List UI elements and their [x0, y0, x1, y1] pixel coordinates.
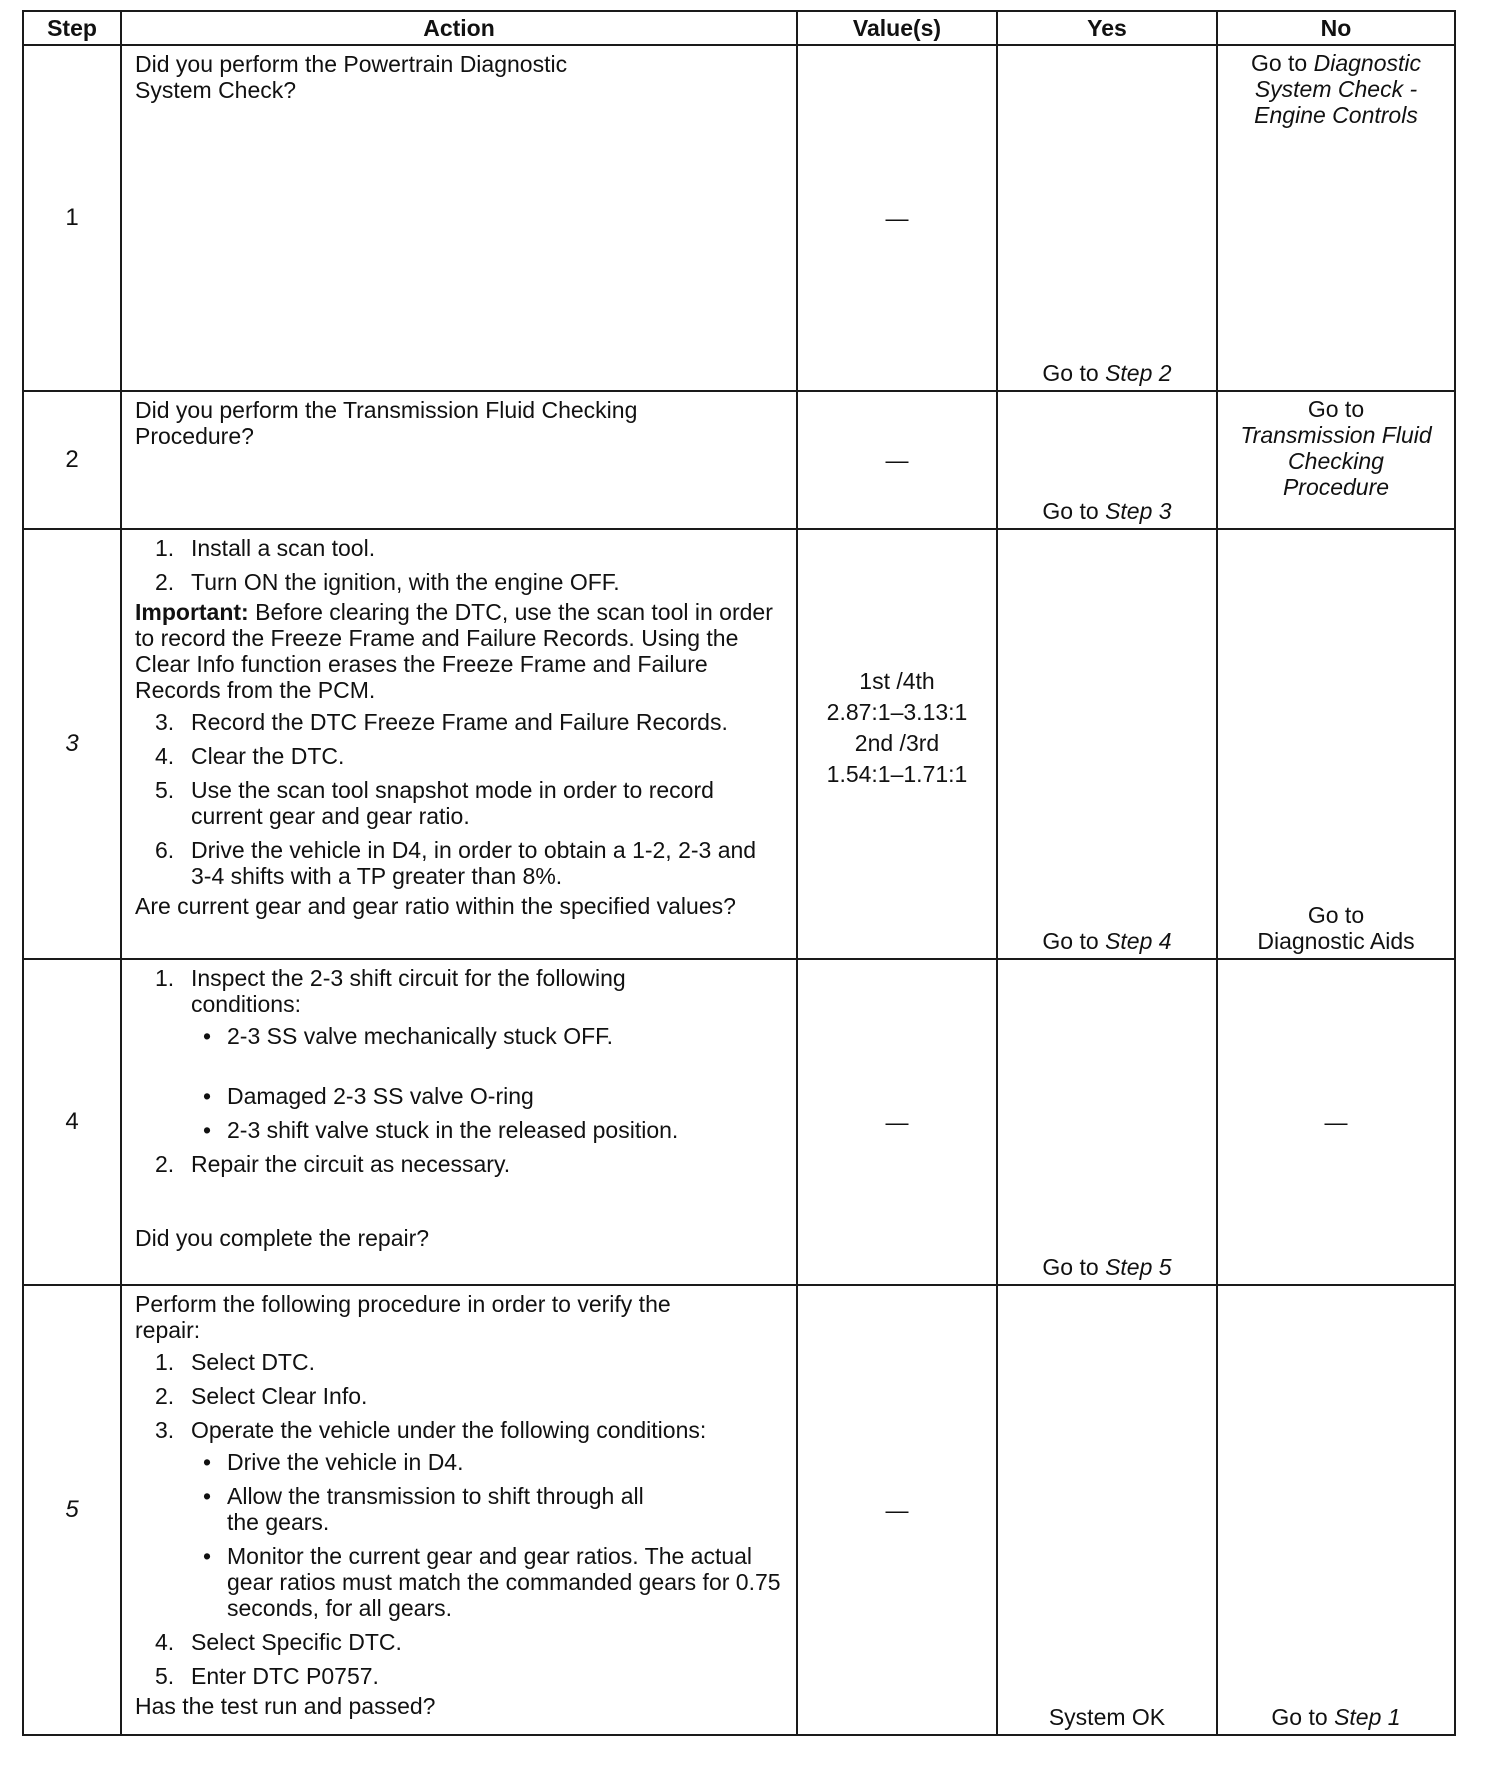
no-cell[interactable]: [1217, 45, 1455, 391]
header-row: [23, 11, 1455, 45]
bullet-item: • Damaged 2-3 SS valve O-ring: [191, 1083, 782, 1109]
yes-cell[interactable]: [997, 391, 1217, 530]
yes-prefix: Go to: [1042, 359, 1099, 386]
table-row: [23, 391, 1455, 530]
procedure-list: [135, 965, 782, 1177]
yes-cell: System OK: [997, 1285, 1217, 1735]
list-item: 3. Record the DTC Freeze Frame and Failure Records.: [155, 709, 728, 736]
no-prefix: Go to: [1271, 1704, 1328, 1730]
step-number: 4: [23, 959, 121, 1285]
step-number: 2: [23, 391, 121, 530]
bullet-item: • Drive the vehicle in D4.: [191, 1449, 782, 1475]
value-cell: —: [797, 959, 997, 1285]
no-prefix: Go to: [1250, 50, 1308, 76]
value-cell: [797, 529, 997, 959]
value-label: 1st /4th: [859, 668, 935, 695]
yes-link[interactable]: Step 4: [1105, 928, 1172, 955]
yes-link[interactable]: Step 5: [1105, 1253, 1172, 1280]
value-cell: —: [797, 45, 997, 391]
intro-text: Perform the following procedure in order to verify the repair:: [135, 1290, 671, 1343]
important-text: Before clearing the DTC, use the scan tool in order to record the Freeze Frame and Failure Records. Using the Clear Info function erases the Freeze Frame and Failure Records from the PCM.: [135, 599, 773, 704]
yes-prefix: Go to: [1042, 1253, 1099, 1280]
list-item: 4. Clear the DTC.: [155, 743, 345, 770]
list-item: 1. Install a scan tool.: [155, 535, 376, 562]
yes-cell[interactable]: [997, 959, 1217, 1285]
yes-prefix: Go to: [1042, 928, 1099, 955]
bullet-item: • Monitor the current gear and gear ratios. The actual gear ratios must match the commanded gears for 0.75 seconds, for all gears.: [191, 1543, 782, 1621]
list-item: 6. Drive the vehicle in D4, in order to obtain a 1-2, 2-3 and 3-4 shifts with a TP greater than 8%.: [155, 837, 757, 890]
important-label: Important:: [135, 599, 249, 626]
no-prefix: Go to: [1307, 902, 1365, 929]
value-range: 1.54:1–1.71:1: [826, 761, 968, 788]
condition-list: [191, 1023, 782, 1143]
list-item: 4. Select Specific DTC.: [155, 1628, 402, 1655]
no-cell[interactable]: [1217, 391, 1455, 530]
action-cell: [121, 45, 797, 391]
action-cell: [121, 529, 797, 959]
yes-link[interactable]: Step 3: [1105, 498, 1172, 525]
question-text: Did you perform the Powertrain Diagnostic System Check?: [135, 51, 568, 103]
table-row: [23, 1285, 1455, 1735]
procedure-list: [135, 1349, 782, 1689]
no-prefix: Go to: [1307, 395, 1365, 422]
no-link[interactable]: Diagnostic Aids: [1257, 928, 1415, 955]
bullet-item: • 2-3 SS valve mechanically stuck OFF.: [191, 1023, 782, 1049]
no-link[interactable]: Step 1: [1334, 1704, 1401, 1730]
yes-prefix: Go to: [1042, 498, 1099, 525]
step-number: 3: [23, 529, 121, 959]
header-no: No: [1217, 11, 1455, 45]
list-item: 2. Repair the circuit as necessary.: [155, 1151, 511, 1178]
list-item: 5. Use the scan tool snapshot mode in order to record current gear and gear ratio.: [155, 777, 714, 830]
yes-cell[interactable]: [997, 45, 1217, 391]
step-number: 5: [23, 1285, 121, 1735]
procedure-list: [135, 709, 782, 889]
important-note: [135, 599, 782, 703]
yes-cell[interactable]: [997, 529, 1217, 959]
table-row: [23, 529, 1455, 959]
no-cell[interactable]: [1217, 529, 1455, 959]
action-cell: [121, 391, 797, 530]
list-item: 5. Enter DTC P0757.: [155, 1662, 379, 1689]
list-item: 2. Select Clear Info.: [155, 1382, 368, 1409]
bullet-item: • 2-3 shift valve stuck in the released position.: [191, 1117, 782, 1143]
action-cell: [121, 1285, 797, 1735]
header-step: Step: [23, 11, 121, 45]
header-yes: Yes: [997, 11, 1217, 45]
diagnostic-table: [22, 10, 1456, 1736]
table-row: [23, 45, 1455, 391]
bullet-item: • Allow the transmission to shift through all the gears.: [191, 1483, 647, 1535]
question-text: Has the test run and passed?: [135, 1692, 436, 1719]
question-text: Did you perform the Transmission Fluid Checking Procedure?: [135, 396, 638, 449]
yes-link[interactable]: Step 2: [1105, 359, 1172, 386]
list-item: 2. Turn ON the ignition, with the engine OFF.: [155, 569, 620, 596]
no-link[interactable]: Diagnostic System Check - Engine Controls: [1254, 50, 1422, 128]
condition-list: [191, 1449, 782, 1621]
action-cell: [121, 959, 797, 1285]
procedure-list: [135, 535, 782, 595]
table-row: [23, 959, 1455, 1285]
header-action: Action: [121, 11, 797, 45]
header-values: Value(s): [797, 11, 997, 45]
step-number: 1: [23, 45, 121, 391]
value-cell: —: [797, 1285, 997, 1735]
value-cell: —: [797, 391, 997, 530]
no-cell: —: [1217, 959, 1455, 1285]
list-item: 1. Select DTC.: [155, 1348, 315, 1375]
no-cell[interactable]: [1217, 1285, 1455, 1735]
question-text: Are current gear and gear ratio within the specified values?: [135, 893, 736, 920]
list-item: 1. Inspect the 2-3 shift circuit for the following conditions: • 2-3 SS valve mechanically stuck OFF. • Damaged 2-3 SS valve O-ring • 2-3 shift valve stuck in the released position.: [135, 965, 782, 1143]
question-text: Did you complete the repair?: [135, 1225, 430, 1252]
no-link[interactable]: Transmission Fluid Checking Procedure: [1240, 421, 1432, 500]
value-range: 2.87:1–3.13:1: [826, 699, 968, 726]
value-label: 2nd /3rd: [854, 730, 940, 757]
list-item: 3. Operate the vehicle under the following conditions: • Drive the vehicle in D4. • Allow the transmission to shift through all the gears. • Monitor the current gear and gear ratios. The actual gear ratios must match the commanded gears for 0.75 seconds, for all gears.: [135, 1417, 782, 1621]
